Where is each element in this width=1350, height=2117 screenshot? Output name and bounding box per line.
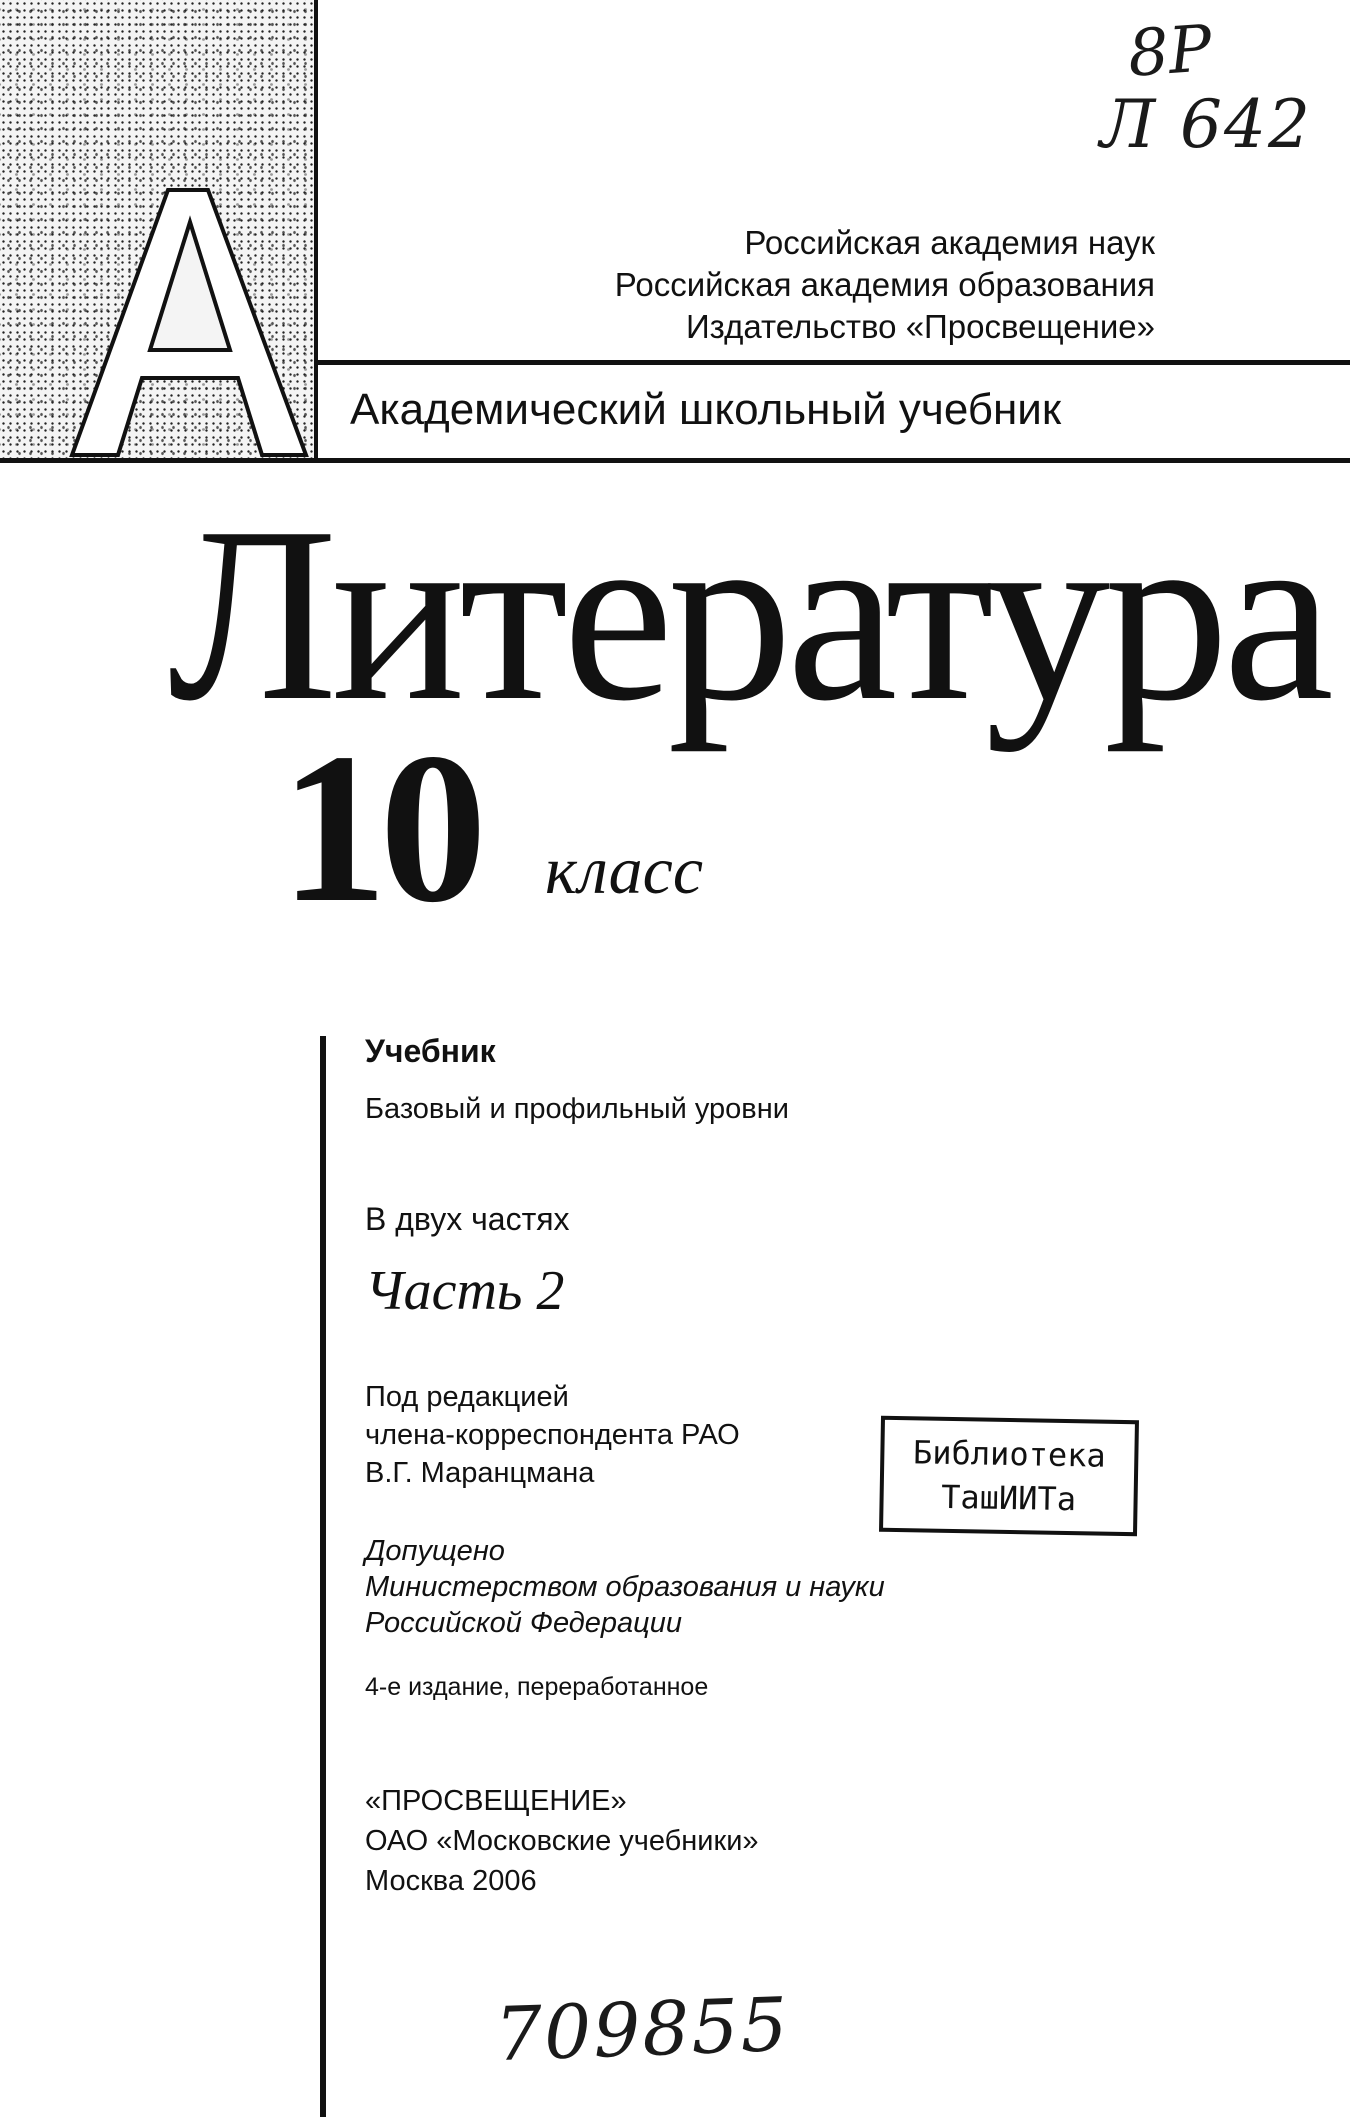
levels: Базовый и профильный уровни bbox=[365, 1093, 789, 1125]
handwritten-shelf-mark-2: Л 642 bbox=[1100, 86, 1313, 163]
editor-line-2: члена-корреспондента РАО bbox=[365, 1419, 740, 1451]
series-name: Академический школьный учебник bbox=[350, 385, 1062, 434]
book-type: Учебник bbox=[365, 1033, 496, 1069]
grade-word: класс bbox=[545, 832, 704, 908]
approval-line-2: Министерством образования и науки bbox=[365, 1571, 885, 1603]
editor-line-3: В.Г. Маранцмана bbox=[365, 1457, 595, 1489]
letter-a-logo-icon bbox=[0, 0, 318, 460]
approval-line-3: Российской Федерации bbox=[365, 1607, 683, 1639]
publisher-line-2: ОАО «Московские учебники» bbox=[365, 1825, 759, 1857]
grade-number: 10 bbox=[280, 708, 479, 947]
header-bottom-rule bbox=[0, 458, 1350, 463]
content-left-rule bbox=[320, 1036, 326, 2117]
approval-line-1: Допущено bbox=[365, 1535, 505, 1567]
library-stamp bbox=[879, 1416, 1139, 1536]
edition: 4-е издание, переработанное bbox=[365, 1673, 709, 1701]
publisher-line-1: «ПРОСВЕЩЕНИЕ» bbox=[365, 1785, 627, 1817]
header-divider-horizontal bbox=[314, 360, 1350, 365]
institution-line-3: Издательство «Просвещение» bbox=[685, 308, 1155, 345]
header-divider-vertical bbox=[314, 0, 318, 460]
series-logo bbox=[0, 0, 318, 460]
handwritten-shelf-mark-1: 8Р bbox=[1125, 12, 1215, 92]
editor-line-1: Под редакцией bbox=[365, 1381, 569, 1413]
book-title: Литература bbox=[168, 476, 1328, 753]
parts-count: В двух частях bbox=[365, 1201, 570, 1237]
publisher-line-3: Москва 2006 bbox=[365, 1865, 537, 1897]
part-number: Часть 2 bbox=[365, 1260, 565, 1322]
institution-line-2: Российская академия образования bbox=[614, 266, 1155, 303]
handwritten-inventory-number: 709855 bbox=[493, 1981, 791, 2079]
library-stamp-line-2: ТашИИТа bbox=[940, 1477, 1077, 1519]
library-stamp-line-1: Библиотека bbox=[912, 1433, 1107, 1475]
institution-line-1: Российская академия наук bbox=[744, 224, 1155, 261]
